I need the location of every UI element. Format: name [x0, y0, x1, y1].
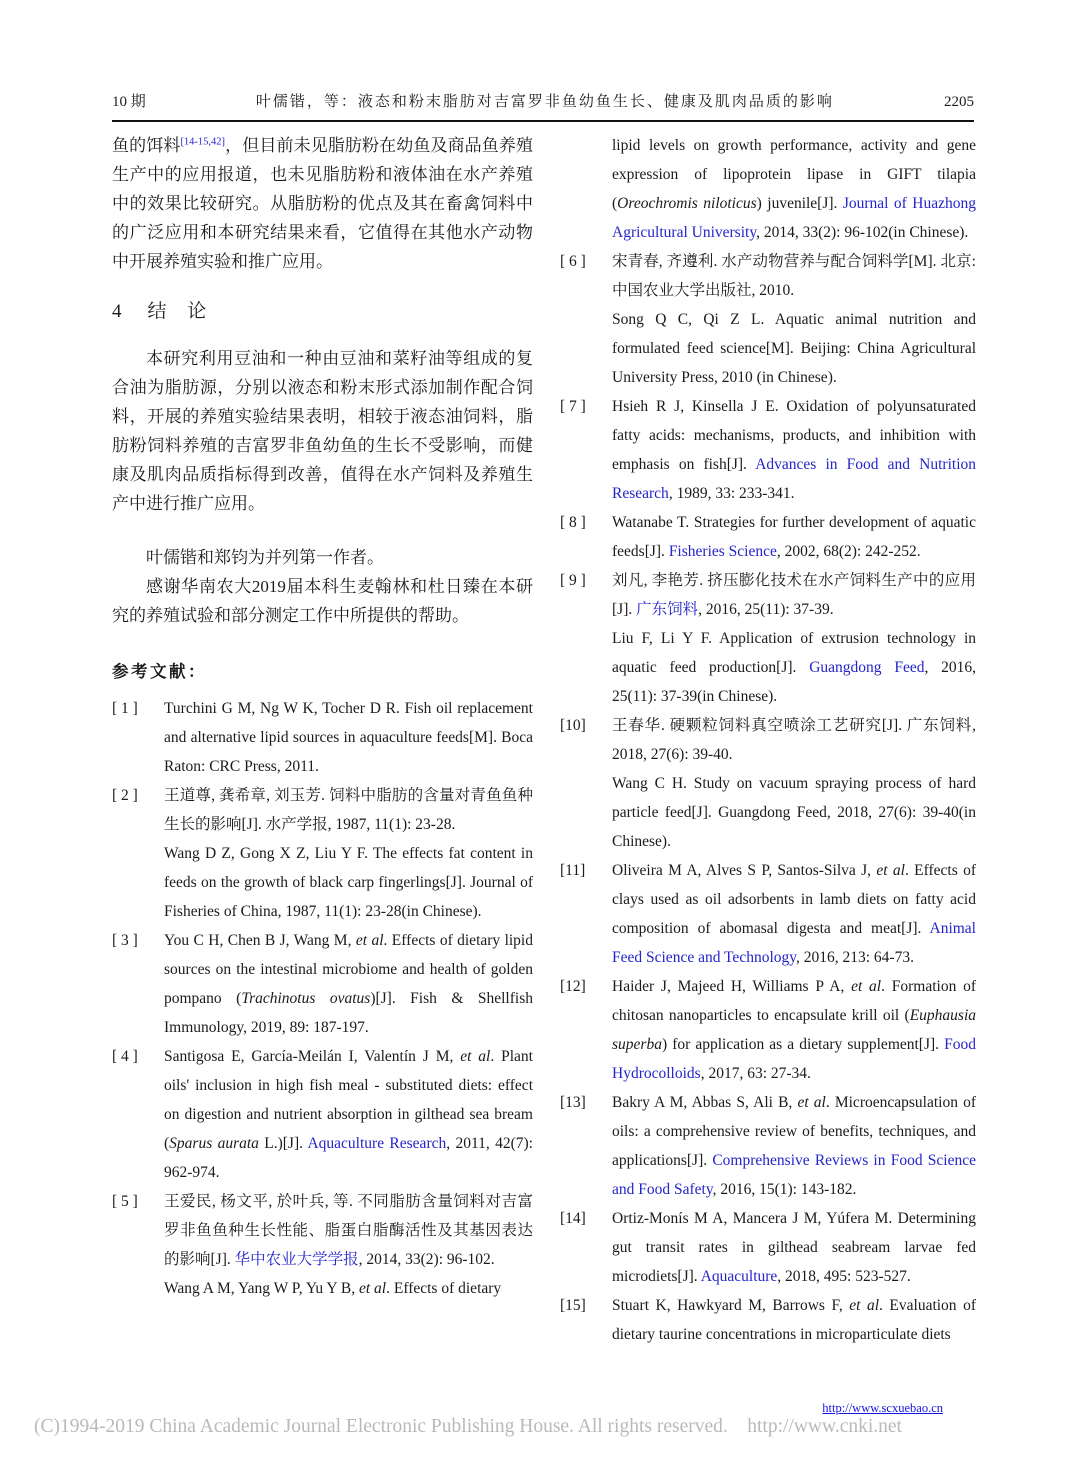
reference-item — [560, 1204, 976, 1291]
text-segment: You C H, Chen B J, Wang M, — [164, 932, 356, 949]
reference-list-left — [112, 694, 533, 1303]
reference-item — [560, 1088, 976, 1204]
text-segment: 宋青春, 齐遵利. 水产动物营养与配合饲料学[M]. 北京: 中国农业大学出版社, 2010. — [612, 253, 976, 299]
text-segment: ) juvenile[J]. — [756, 195, 843, 212]
reference-text — [612, 392, 976, 508]
journal-link[interactable]: Aquaculture — [700, 1268, 778, 1285]
section-number: 4 — [112, 301, 122, 322]
text-segment: 王春华. 硬颗粒饲料真空喷涂工艺研究[J]. 广东饲料, 2018, 27(6): 39-40. — [612, 717, 976, 763]
text-segment: et al — [797, 1094, 826, 1111]
text-segment: , 2002, 68(2): 242-252. — [776, 543, 921, 560]
right-column — [560, 131, 976, 1349]
text-segment: Stuart K, Hawkyard M, Barrows F, — [612, 1297, 850, 1314]
text-segment: lipid levels on growth performance, activity and gene expression of lipoprotein lipase in GIFT tilapia ( — [612, 137, 976, 212]
section-heading-conclusion — [112, 297, 533, 327]
journal-website-link[interactable]: http://www.scxuebao.cn — [822, 1401, 943, 1415]
text-segment: Ortiz-Monís M A, Mancera J M, Yúfera M. Determining gut transit rates in gilthead seabream larvae fed microdiets[J]. — [612, 1210, 976, 1285]
text-segment: et al — [358, 1280, 387, 1297]
page-number: 2205 — [944, 94, 974, 110]
reference-text — [612, 711, 976, 769]
reference-text — [612, 972, 976, 1088]
reference-item — [112, 1042, 533, 1187]
text-segment: . Formation of chitosan nanoparticles to encapsulate krill oil ( — [612, 978, 976, 1024]
reference-number: [ 1 ] — [112, 700, 138, 717]
reference-item — [112, 926, 533, 1042]
left-column — [112, 131, 533, 1303]
journal-link[interactable]: 广东饲料 — [636, 601, 699, 618]
text-segment: et al — [849, 1297, 880, 1314]
reference-item — [560, 972, 976, 1088]
text-segment: . Effects of dietary lipid sources on the intestinal microbiome and health of golden pompano ( — [164, 932, 533, 1007]
reference-number: [11] — [560, 862, 586, 879]
text-segment: . Plant oils' inclusion in high fish meal - substituted diets: effect on digestion and nutrient absorption in gilthead sea bream ( — [164, 1048, 533, 1152]
text-segment: , 2011, 42(7): 962-974. — [164, 1135, 533, 1181]
reference-text — [612, 1088, 976, 1204]
reference-text — [164, 781, 533, 839]
reference-number: [ 8 ] — [560, 514, 586, 531]
copyright-notice: (C)1994-2019 China Academic Journal Electronic Publishing House. All rights reserved. http://www.cnki.net — [34, 1416, 902, 1437]
journal-link[interactable]: Journal of Huazhong Agricultural University — [612, 195, 976, 241]
journal-link[interactable]: Aquaculture Research — [307, 1135, 447, 1152]
issue-number: 10 期 — [112, 94, 146, 110]
text-segment: Sparus aurata — [169, 1135, 259, 1152]
reference-text — [612, 247, 976, 305]
journal-link[interactable]: Guangdong Feed — [809, 659, 925, 676]
text-segment: Hsieh R J, Kinsella J E. Oxidation of polyunsaturated fatty acids: mechanisms, products, and inhibition with emphasis on fish[J]. — [612, 398, 976, 473]
reference-text — [164, 1274, 533, 1303]
text-segment: Trachinotus ovatus — [241, 990, 371, 1007]
journal-link[interactable]: Food Hydrocolloids — [612, 1036, 976, 1082]
reference-text — [164, 839, 533, 926]
reference-text — [164, 926, 533, 1042]
reference-text — [164, 1042, 533, 1187]
reference-text — [612, 1291, 976, 1349]
reference-item — [560, 856, 976, 972]
text-segment: Euphausia superba — [612, 1007, 976, 1053]
reference-item — [560, 1291, 976, 1349]
text-segment: Liu F, Li Y F. Application of extrusion technology in aquatic feed production[J]. — [612, 630, 976, 676]
text-segment: Wang C H. Study on vacuum spraying process of hard particle feed[J]. Guangdong Feed, 2018, 27(6): 39-40(in Chinese). — [612, 775, 976, 850]
text-segment: L.)[J]. — [258, 1135, 308, 1152]
reference-number: [ 9 ] — [560, 572, 586, 589]
reference-number: [ 3 ] — [112, 932, 138, 949]
text-segment: )[J]. Fish & Shellfish Immunology, 2019, 89: 187-197. — [164, 990, 533, 1036]
acknowledgement-note: 感谢华南农大2019届本科生麦翰林和杜日臻在本研究的养殖试验和部分测定工作中所提供的帮助。 — [112, 577, 533, 625]
text-segment: 刘凡, 李艳芳. 挤压膨化技术在水产饲料生产中的应用[J]. — [612, 572, 976, 618]
text-segment: , 2016, 15(1): 143-182. — [712, 1181, 857, 1198]
text-segment: Turchini G M, Ng W K, Tocher D R. Fish oil replacement and alternative lipid sources in aquaculture feeds[M]. Boca Raton: CRC Press, 2011. — [164, 700, 533, 775]
reference-number: [ 2 ] — [112, 787, 138, 804]
reference-number: [14] — [560, 1210, 586, 1227]
reference-number: [ 4 ] — [112, 1048, 138, 1065]
reference-item — [112, 1187, 533, 1303]
reference-text — [612, 566, 976, 624]
co-first-author-note: 叶儒锴和郑钧为并列第一作者。 — [146, 548, 384, 567]
text-segment: . Effects of clays used as oil adsorbents in lamb diets on fatty acid composition of abomasal digesta and meat[J]. — [612, 862, 976, 937]
text-segment: Bakry A M, Abbas S, Ali B, — [612, 1094, 798, 1111]
reference-text — [612, 508, 976, 566]
reference-item — [112, 694, 533, 781]
text-segment: Oreochromis niloticus — [617, 195, 757, 212]
reference-item — [560, 711, 976, 856]
reference-number: [ 6 ] — [560, 253, 586, 270]
text-segment: Wang D Z, Gong X Z, Liu Y F. The effects fat content in feeds on the growth of black carp fingerlings[J]. Journal of Fisheries of China, 1987, 11(1): 23-28(in Chinese). — [164, 845, 533, 920]
text-segment: Oliveira M A, Alves S P, Santos-Silva J, — [612, 862, 877, 879]
reference-number: [13] — [560, 1094, 586, 1111]
text-segment: , 2014, 33(2): 96-102. — [358, 1251, 495, 1268]
reference-number: [10] — [560, 717, 586, 734]
reference-text — [164, 694, 533, 781]
reference-text — [612, 305, 976, 392]
text-segment: ，但目前未见脂肪粉在幼鱼及商品鱼养殖生产中的应用报道，也未见脂肪粉和液体油在水产养殖中的效果比较研究。从脂肪粉的优点及其在畜禽饲料中的广泛应用和本研究结果来看，它值得在其他水产动物中开展养殖实验和推广应用。 — [112, 136, 534, 271]
section-title: 结 论 — [147, 301, 215, 322]
reference-item — [560, 508, 976, 566]
journal-link[interactable]: Comprehensive Reviews in Food Science and Food Safety — [612, 1152, 976, 1198]
reference-item — [560, 247, 976, 392]
reference-number: [ 5 ] — [112, 1193, 138, 1210]
reference-text — [612, 769, 976, 856]
text-segment: Watanabe T. Strategies for further development of aquatic feeds[J]. — [612, 514, 976, 560]
text-segment: 王爱民, 杨文平, 於叶兵, 等. 不同脂肪含量饲料对吉富罗非鱼鱼种生长性能、脂蛋白脂酶活性及其基因表达的影响[J]. — [164, 1193, 533, 1268]
text-segment: , 2016, 25(11): 37-39. — [698, 601, 834, 618]
text-segment: et al — [876, 862, 905, 879]
text-segment: , 2017, 63: 27-34. — [700, 1065, 811, 1082]
citation-superscript[interactable]: [14-15,42] — [180, 136, 226, 148]
text-segment: Song Q C, Qi Z L. Aquatic animal nutrition and formulated feed science[M]. Beijing: China Agricultural University Press, 2010 (in Chinese). — [612, 311, 976, 386]
text-segment: Santigosa E, García-Meilán I, Valentín J M, — [164, 1048, 461, 1065]
text-segment: . Effects of dietary — [386, 1280, 502, 1297]
journal-link[interactable]: Fisheries Science — [668, 543, 777, 560]
reference-item — [112, 781, 533, 926]
journal-link[interactable]: 华中农业大学学报 — [234, 1251, 359, 1268]
journal-link[interactable]: Animal Feed Science and Technology — [612, 920, 976, 966]
running-title: 叶儒锴，等：液态和粉末脂肪对吉富罗非鱼幼鱼生长、健康及肌肉品质的影响 — [255, 94, 834, 110]
body-paragraph-continuation — [112, 131, 533, 276]
text-segment: , 1989, 33: 233-341. — [668, 485, 795, 502]
reference-text — [612, 624, 976, 711]
reference-number: [ 7 ] — [560, 398, 586, 415]
text-segment: et al — [460, 1048, 491, 1065]
reference-number: [12] — [560, 978, 586, 995]
text-segment: 鱼的饵料 — [112, 136, 181, 155]
reference-item — [560, 566, 976, 711]
text-segment: et al — [355, 932, 384, 949]
text-segment: , 2016, 25(11): 37-39(in Chinese). — [612, 659, 976, 705]
author-notes — [112, 543, 533, 630]
conclusion-paragraph: 本研究利用豆油和一种由豆油和菜籽油等组成的复合油为脂肪源，分别以液态和粉末形式添加制作配合饲料，开展的养殖实验结果表明，相较于液态油饲料，脂肪粉饲料养殖的吉富罗非鱼幼鱼的生长不受影响，而健康及肌肉品质指标得到改善，值得在水产饲料及养殖生产中进行推广应用。 — [112, 349, 533, 513]
text-segment: . Evaluation of dietary taurine concentrations in microparticulate diets — [612, 1297, 976, 1343]
reference-item — [560, 392, 976, 508]
text-segment: 王道尊, 龚希章, 刘玉芳. 饲料中脂肪的含量对青鱼鱼种生长的影响[J]. 水产学报, 1987, 11(1): 23-28. — [164, 787, 533, 833]
text-segment: Haider J, Majeed H, Williams P A, — [612, 978, 852, 995]
page-header — [112, 90, 974, 122]
text-segment: , 2016, 213: 64-73. — [796, 949, 914, 966]
text-segment: , 2014, 33(2): 96-102(in Chinese). — [756, 224, 969, 241]
text-segment: , 2018, 495: 523-527. — [777, 1268, 911, 1285]
reference-text — [612, 1204, 976, 1291]
journal-link[interactable]: Advances in Food and Nutrition Research — [612, 456, 976, 502]
text-segment: Wang A M, Yang W P, Yu Y B, — [164, 1280, 359, 1297]
text-segment: . Microencapsulation of oils: a comprehensive review of benefits, techniques, and applications[J]. — [612, 1094, 976, 1169]
references-heading: 参考文献： — [112, 662, 207, 681]
reference-text — [612, 131, 976, 247]
reference-text — [612, 856, 976, 972]
reference-text — [164, 1187, 533, 1274]
reference-item — [560, 131, 976, 247]
reference-number: [15] — [560, 1297, 586, 1314]
text-segment: et al — [851, 978, 882, 995]
text-segment: ) for application as a dietary supplement[J]. — [661, 1036, 945, 1053]
reference-list-right — [560, 131, 976, 1349]
